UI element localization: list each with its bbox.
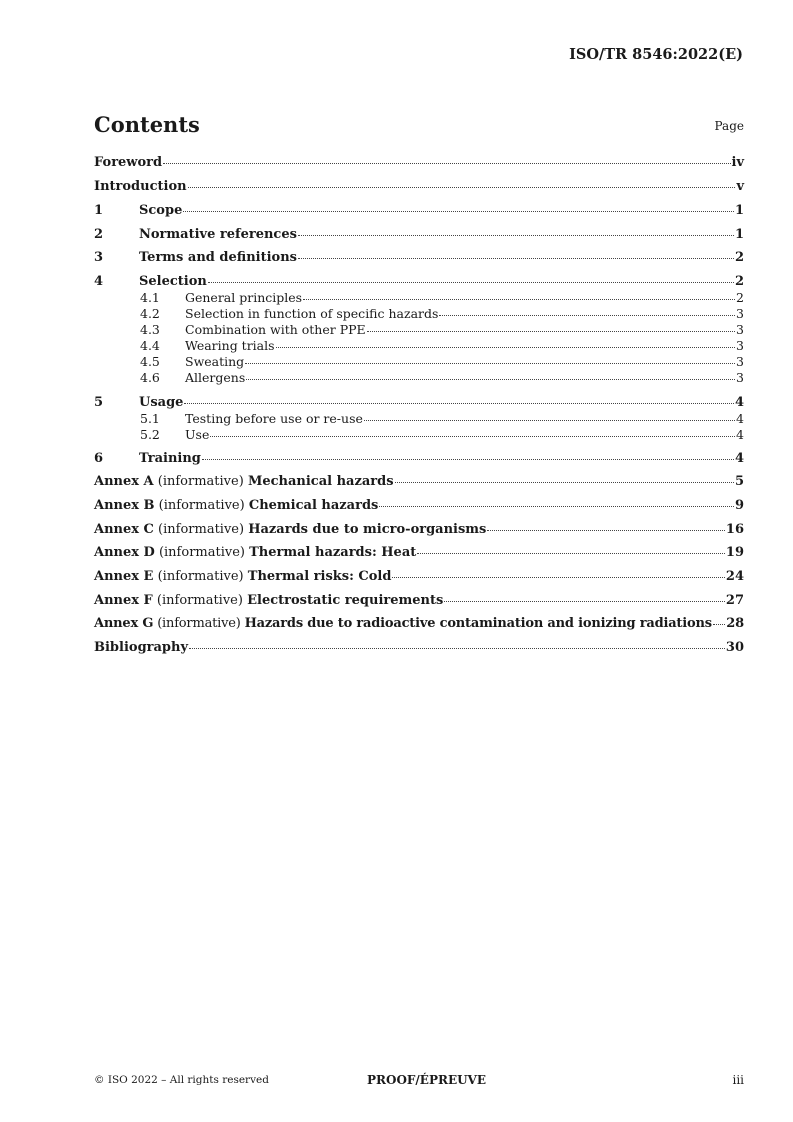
annex-prefix: Annex B	[94, 498, 155, 513]
document-id: ISO/TR 8546:2022(E)	[569, 46, 743, 63]
toc-entry-page: 9	[734, 498, 744, 513]
toc-entry-annex-e[interactable]	[94, 569, 744, 584]
toc-entry-label: Electrostatic requirements	[247, 593, 444, 608]
toc-entry-page: 4	[734, 451, 744, 466]
annex-type: (informative)	[158, 545, 245, 560]
toc-entry-label: Selection in function of specific hazards	[185, 306, 439, 321]
annex-type: (informative)	[157, 616, 241, 631]
toc-entry-introduction[interactable]	[94, 179, 744, 194]
toc-entry-annex-d[interactable]	[94, 545, 744, 560]
toc-entry-label: Thermal hazards: Heat	[249, 545, 417, 560]
toc-entry-label: General principles	[185, 290, 303, 305]
dot-leader	[276, 347, 736, 348]
toc-entry-number: 4.3	[140, 322, 160, 337]
toc-entry-bibliography[interactable]	[94, 640, 744, 655]
toc-entry-page: 1	[734, 203, 744, 218]
toc-entry-label: Mechanical hazards	[247, 474, 394, 489]
dot-leader	[392, 577, 724, 578]
toc-entry-label: Use	[185, 427, 210, 442]
annex-type: (informative)	[156, 593, 243, 608]
toc-entry-number: 2	[94, 227, 104, 242]
toc-entry-number: 4	[94, 274, 104, 289]
toc-entry-training[interactable]	[94, 451, 744, 466]
toc-entry-label: Sweating	[185, 354, 245, 369]
toc-entry-label: Wearing trials	[185, 338, 275, 353]
annex-type: (informative)	[157, 569, 244, 584]
toc-entry-label: Hazards due to micro-organisms	[248, 522, 487, 537]
dot-leader	[364, 420, 735, 421]
toc-entry-number: 4.4	[140, 338, 160, 353]
dot-leader	[487, 530, 725, 531]
toc-entry-number: 6	[94, 451, 104, 466]
dot-leader	[417, 553, 725, 554]
toc-entry-number: 4.2	[140, 306, 160, 321]
toc-entry-label: Training	[139, 451, 201, 466]
toc-entry-use[interactable]	[94, 427, 744, 442]
proof-label: PROOF/ÉPREUVE	[367, 1073, 487, 1087]
toc-entry-foreword[interactable]	[94, 155, 744, 170]
toc-entry-page: 2	[734, 250, 744, 265]
toc-entry-page: 30	[725, 640, 744, 655]
toc-entry-label: Normative references	[139, 227, 297, 242]
toc-entry-page: 1	[734, 227, 744, 242]
toc-entry-label: Selection	[139, 274, 207, 289]
copyright-notice: © ISO 2022 – All rights reserved	[94, 1074, 269, 1086]
toc-entry-sweating[interactable]	[94, 354, 744, 369]
toc-entry-page: 4	[736, 427, 744, 442]
contents-heading	[94, 112, 744, 138]
dot-leader	[202, 459, 734, 460]
dot-leader	[298, 258, 734, 259]
toc-entry-page: 19	[725, 545, 744, 560]
toc-entry-testing-before-use[interactable]	[94, 411, 744, 426]
toc-entry-annex-a[interactable]	[94, 474, 744, 489]
toc-entry-label: Hazards due to radioactive contamination and ionizing radiations	[244, 616, 712, 631]
dot-leader	[163, 163, 730, 164]
toc-entry-page: 5	[734, 474, 744, 489]
dot-leader	[189, 648, 725, 649]
toc-entry-label: Introduction	[94, 179, 187, 194]
dot-leader	[713, 624, 725, 625]
toc-entry-page: 2	[736, 290, 744, 305]
dot-leader	[208, 282, 734, 283]
dot-leader	[439, 315, 735, 316]
toc-entry-selection[interactable]	[94, 274, 744, 289]
page-footer	[94, 1073, 744, 1089]
toc-entry-number: 1	[94, 203, 104, 218]
toc-entry-page: 4	[736, 411, 744, 426]
toc-entry-label: Scope	[139, 203, 183, 218]
annex-type: (informative)	[158, 498, 245, 513]
toc-entry-label: Chemical hazards	[248, 498, 379, 513]
toc-entry-number: 4.1	[140, 290, 160, 305]
annex-prefix: Annex F	[94, 593, 153, 608]
toc-entry-page: 28	[726, 616, 744, 631]
toc-entry-page: 27	[725, 593, 744, 608]
annex-prefix: Annex E	[94, 569, 154, 584]
contents-title: Contents	[94, 112, 200, 137]
toc-entry-page: 4	[734, 395, 744, 410]
toc-entry-page: iv	[731, 155, 744, 170]
toc-entry-label: Testing before use or re-use	[185, 411, 363, 426]
toc-entry-page: 3	[736, 306, 744, 321]
dot-leader	[188, 187, 736, 188]
toc-entry-page: 3	[736, 370, 744, 385]
dot-leader	[183, 211, 734, 212]
toc-entry-label: Bibliography	[94, 640, 189, 655]
toc-entry-page: 2	[734, 274, 744, 289]
annex-prefix: Annex G	[94, 616, 154, 631]
toc-entry-normative-references[interactable]	[94, 227, 744, 242]
toc-entry-label: Combination with other PPE	[185, 322, 366, 337]
toc-entry-number: 5.1	[140, 411, 160, 426]
toc-entry-number: 5	[94, 395, 104, 410]
annex-prefix: Annex C	[94, 522, 154, 537]
toc-entry-scope[interactable]	[94, 203, 744, 218]
toc-entry-specific-hazards[interactable]	[94, 306, 744, 321]
dot-leader	[246, 379, 735, 380]
toc-entry-page: 24	[725, 569, 744, 584]
annex-type: (informative)	[157, 474, 244, 489]
toc-entry-wearing-trials[interactable]	[94, 338, 744, 353]
toc-entry-annex-f[interactable]	[94, 593, 744, 608]
annex-prefix: Annex D	[94, 545, 155, 560]
toc-entry-general-principles[interactable]	[94, 290, 744, 305]
toc-entry-label: Thermal risks: Cold	[247, 569, 392, 584]
page-column-label: Page	[714, 119, 744, 133]
toc-entry-page: 3	[736, 338, 744, 353]
toc-entry-annex-g[interactable]	[94, 616, 744, 631]
toc-entry-page: 3	[736, 354, 744, 369]
toc-entry-page: v	[736, 179, 744, 194]
toc-entry-number: 4.6	[140, 370, 160, 385]
dot-leader	[379, 506, 734, 507]
dot-leader	[210, 436, 735, 437]
dot-leader	[245, 363, 735, 364]
annex-type: (informative)	[158, 522, 245, 537]
toc-entry-label: Allergens	[185, 370, 246, 385]
toc-entry-number: 4.5	[140, 354, 160, 369]
annex-prefix: Annex A	[94, 474, 154, 489]
toc-entry-page: 16	[725, 522, 744, 537]
toc-entry-number: 3	[94, 250, 104, 265]
page-number: iii	[732, 1073, 744, 1087]
dot-leader	[303, 299, 735, 300]
toc-entry-label: Terms and definitions	[139, 250, 297, 265]
toc-entry-annex-c[interactable]	[94, 522, 744, 537]
toc-entry-annex-b[interactable]	[94, 498, 744, 513]
dot-leader	[395, 482, 734, 483]
toc-entry-usage[interactable]	[94, 395, 744, 410]
toc-entry-number: 5.2	[140, 427, 160, 442]
dot-leader	[298, 235, 734, 236]
dot-leader	[367, 331, 735, 332]
toc-entry-label: Foreword	[94, 155, 163, 170]
toc-entry-combination-ppe[interactable]	[94, 322, 744, 337]
dot-leader	[184, 403, 734, 404]
toc-entry-allergens[interactable]	[94, 370, 744, 385]
toc-entry-page: 3	[736, 322, 744, 337]
toc-entry-label: Usage	[139, 395, 184, 410]
toc-entry-terms-and-definitions[interactable]	[94, 250, 744, 265]
dot-leader	[444, 601, 725, 602]
